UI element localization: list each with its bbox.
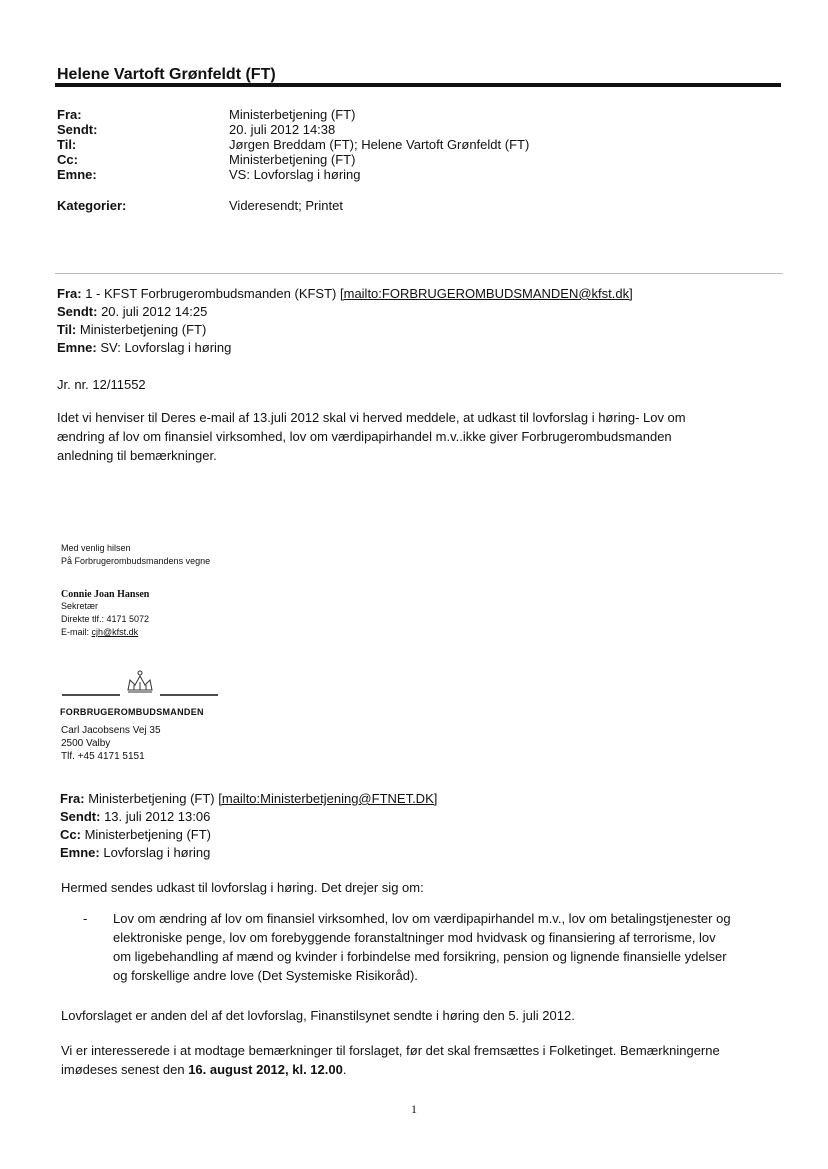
separator-rule	[55, 273, 783, 274]
from-label: Fra:	[57, 286, 82, 301]
field-value: Ministerbetjening (FT)	[229, 152, 356, 167]
subject-value: SV: Lovforslag i høring	[100, 340, 232, 355]
signer-name: Connie Joan Hansen	[61, 589, 150, 600]
bullet-text	[113, 909, 783, 985]
ombudsman-address	[61, 724, 161, 763]
field-label: Cc:	[57, 152, 78, 167]
from-value: 1 - KFST Forbrugerombudsmanden (KFST)	[85, 286, 337, 301]
bullet-line: om ligebehandling af mænd og kvinder i forbindelse med forsikring, pension og lignende finansielle ydelser	[113, 949, 727, 964]
from-value: Ministerbetjening (FT)	[88, 791, 215, 806]
field-label: Sendt:	[57, 122, 98, 137]
sent-value: 13. juli 2012 13:06	[104, 809, 211, 824]
signer-phone: Direkte tlf.: 4171 5072	[61, 614, 150, 624]
para3-prefix: imødeses senest den	[61, 1062, 189, 1077]
header-row-to	[57, 137, 529, 152]
para3-line	[61, 1060, 801, 1079]
original-para-2: Lovforslaget er anden del af det lovforslag, Finanstilsynet sendte i høring den 5. juli 2012.	[61, 1008, 575, 1023]
sent-value: 20. juli 2012 14:25	[101, 304, 208, 319]
original-sent	[60, 808, 437, 826]
to-value: Ministerbetjening (FT)	[79, 322, 207, 337]
deadline: 16. august 2012, kl. 12.00	[188, 1062, 343, 1077]
original-intro: Hermed sendes udkast til lovforslag i høring. Det drejer sig om:	[61, 880, 424, 895]
reply-from	[57, 285, 633, 303]
signer-email-link[interactable]: cjh@kfst.dk	[91, 627, 139, 637]
cc-value: Ministerbetjening (FT)	[84, 827, 212, 842]
categories-value: Videresendt; Printet	[229, 198, 343, 213]
subject-value: Lovforslag i høring	[103, 845, 211, 860]
original-para-3	[61, 1041, 801, 1079]
sent-label: Sendt:	[57, 304, 98, 319]
categories-row	[57, 198, 343, 213]
header-row-cc	[57, 152, 529, 167]
header-row-subject	[57, 167, 529, 182]
crown-icon	[60, 668, 225, 702]
reply-header	[57, 285, 633, 357]
logo-text: FORBRUGEROMBUDSMANDEN	[60, 707, 204, 717]
para3-suffix: .	[342, 1062, 347, 1077]
on-behalf-line: På Forbrugerombudsmandens vegne	[61, 556, 211, 566]
reply-subject	[57, 339, 633, 357]
reply-to	[57, 321, 633, 339]
body-line: anledning til bemærkninger.	[57, 448, 217, 463]
signature-block	[61, 589, 149, 639]
original-cc	[60, 826, 437, 844]
field-value: 20. juli 2012 14:38	[229, 122, 336, 137]
sender-name: Helene Vartoft Grønfeldt (FT)	[57, 66, 276, 83]
signature-closing	[61, 542, 210, 568]
header-row-sent	[57, 122, 529, 137]
field-label: Til:	[57, 137, 77, 152]
subject-label: Emne:	[60, 845, 100, 860]
original-subject	[60, 844, 437, 862]
to-label: Til:	[57, 322, 77, 337]
signer-title: Sekretær	[61, 601, 99, 611]
original-header	[60, 790, 437, 862]
bullet-line: Lov om ændring af lov om finansiel virksomhed, lov om værdipapirhandel m.v., lov om betalingstjenester og	[113, 911, 731, 926]
header-row-from	[57, 107, 529, 122]
bullet-item	[83, 909, 783, 985]
body-line: ændring af lov om finansiel virksomhed, lov om værdipapirhandel m.v..ikke giver Forbrugerombudsmanden	[57, 429, 672, 444]
header-rule	[55, 83, 781, 87]
field-value: Ministerbetjening (FT)	[229, 107, 356, 122]
address-line: 2500 Valby	[61, 738, 111, 749]
from-label: Fra:	[60, 791, 85, 806]
categories-label: Kategorier:	[57, 198, 127, 213]
field-label: Fra:	[57, 107, 82, 122]
address-line: Tlf. +45 4171 5151	[61, 751, 145, 762]
bullet-marker: -	[83, 911, 88, 926]
body-line: Idet vi henviser til Deres e-mail af 13.juli 2012 skal vi herved meddele, at udkast til lovforslag i høring- Lov om	[57, 410, 686, 425]
outer-header-fields	[57, 107, 529, 182]
page-number: 1	[411, 1102, 417, 1116]
closing-line: Med venlig hilsen	[61, 543, 131, 553]
mailto-link[interactable]: [mailto:FORBRUGEROMBUDSMANDEN@kfst.dk]	[340, 286, 633, 301]
email-label: E-mail:	[61, 627, 90, 637]
reply-sent	[57, 303, 633, 321]
bullet-line: elektroniske penge, lov om forebyggende foranstaltninger mod hvidvask og finansiering af terrorisme, lov	[113, 930, 716, 945]
reply-body	[57, 408, 777, 465]
address-line: Carl Jacobsens Vej 35	[61, 725, 161, 736]
ombudsman-logo	[60, 668, 225, 717]
cc-label: Cc:	[60, 827, 81, 842]
reference-number: Jr. nr. 12/11552	[57, 377, 146, 392]
original-from	[60, 790, 437, 808]
para3-line: Vi er interesserede i at modtage bemærkninger til forslaget, før det skal fremsættes i Folketinget. Bemærkningerne	[61, 1043, 720, 1058]
bullet-row	[83, 909, 783, 985]
signer-email-row	[61, 626, 149, 639]
field-label: Emne:	[57, 167, 97, 182]
field-value: Jørgen Breddam (FT); Helene Vartoft Grønfeldt (FT)	[229, 137, 530, 152]
sent-label: Sendt:	[60, 809, 101, 824]
field-value: VS: Lovforslag i høring	[229, 167, 361, 182]
bullet-line: og forskellige andre love (Det Systemiske Risikoråd).	[113, 968, 418, 983]
subject-label: Emne:	[57, 340, 97, 355]
mailto-link[interactable]: [mailto:Ministerbetjening@FTNET.DK]	[218, 791, 438, 806]
